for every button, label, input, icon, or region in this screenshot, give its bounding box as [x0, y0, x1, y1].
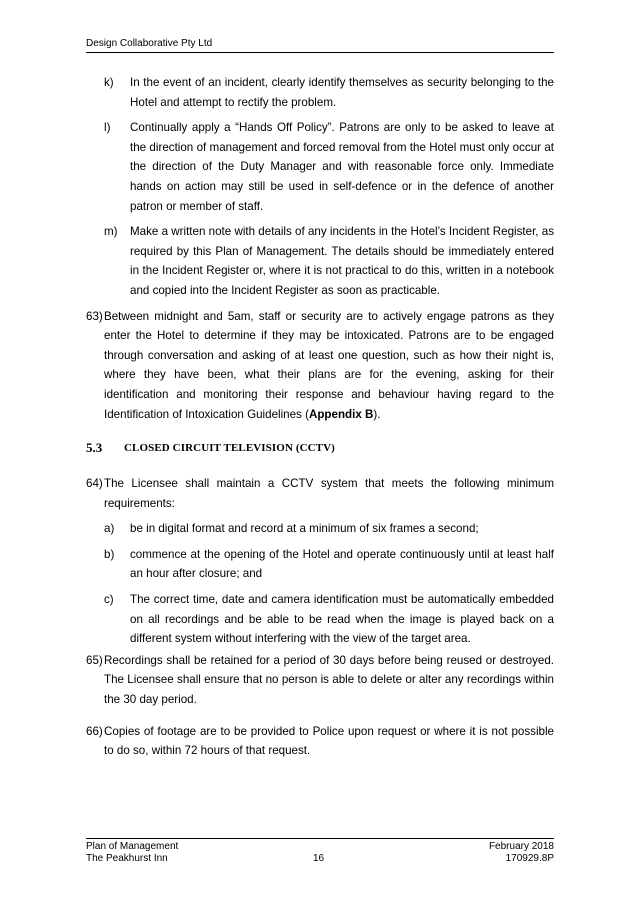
- section-number: 5.3: [86, 440, 103, 456]
- list-text: be in digital format and record at a minimum of six frames a second;: [130, 522, 479, 536]
- list-item-c: [86, 590, 554, 649]
- clause-64: [86, 474, 554, 513]
- clause-text-tail: ).: [373, 407, 381, 421]
- list-text: Continually apply a “Hands Off Policy”. Patrons are only to be asked to leave at the direction of management and forced removal from the Hotel must only occur at the direction of the Duty Manager and with reasonable force only. Immediate hands on action may still be used in self-defence or in the defence of another patron or member of staff.: [130, 121, 554, 213]
- appendix-reference: Appendix B: [308, 407, 374, 421]
- footer-right: [489, 841, 554, 865]
- page-body: [86, 73, 554, 765]
- list-label: c): [104, 593, 114, 607]
- clause-text: The Licensee shall maintain a CCTV system that meets the following minimum requirements:: [104, 477, 554, 510]
- list-label: m): [104, 225, 118, 239]
- clause-text: Between midnight and 5am, staff or security are to actively engage patrons as they enter the Hotel to determine if they may be intoxicated. Patrons are to be engaged through conversation and asking of at least one question, such as how their night is, where they have been, what their plans are for the evening, asking for their identification and monitoring their response and behaviour having regard to the Identification of Intoxication Guidelines (: [104, 309, 554, 421]
- list-label: b): [104, 547, 115, 561]
- running-header: Design Collaborative Pty Ltd: [86, 38, 213, 49]
- list-text: In the event of an incident, clearly identify themselves as security belonging to the Hotel and attempt to rectify the problem.: [130, 76, 554, 109]
- footer-ref: 170929.8P: [505, 853, 554, 864]
- clause-65: [86, 651, 554, 710]
- clause-number: 64): [86, 477, 103, 491]
- list-label: a): [104, 522, 115, 536]
- footer-date: February 2018: [488, 841, 554, 852]
- clause-number: 63): [86, 309, 103, 323]
- list-text: The correct time, date and camera identification must be automatically embedded on all recordings and be able to be read when the image is played back on a different system without interfering with the view of the target area.: [130, 593, 554, 646]
- clause-number: 66): [86, 724, 103, 738]
- list-text: commence at the opening of the Hotel and operate continuously until at least half an hour after closure; and: [130, 547, 554, 581]
- list-label: k): [104, 76, 114, 89]
- footer-venue: The Peakhurst Inn: [86, 853, 168, 864]
- clause-number: 65): [86, 653, 103, 667]
- list-item-b: [86, 545, 554, 584]
- clause-text: Copies of footage are to be provided to Police upon request or where it is not possible to do so, within 72 hours of that request.: [104, 724, 554, 758]
- clause-63: [86, 307, 554, 425]
- list-item-k: [86, 73, 554, 112]
- list-label: l): [104, 121, 111, 135]
- list-item-l: [86, 118, 554, 216]
- list-item-a: [86, 519, 554, 539]
- clause-text: Recordings shall be retained for a period of 30 days before being reused or destroyed. The Licensee shall ensure that no person is able to delete or alter any recordings within the 30 day period.: [104, 653, 554, 707]
- clause-66: [86, 722, 554, 761]
- page-number: 16: [312, 853, 325, 864]
- header-rule: [86, 52, 554, 53]
- footer-doc-title: Plan of Management: [86, 841, 179, 852]
- section-title: CLOSED CIRCUIT TELEVISION (CCTV): [124, 442, 335, 455]
- section-heading: [86, 438, 554, 458]
- list-text: Make a written note with details of any incidents in the Hotel’s Incident Register, as required by this Plan of Management. The details should be immediately entered in the Incident Register or, where it is not practical to do this, written in a notebook and copied into the Incident Register as soon as practicable.: [130, 225, 554, 297]
- list-item-m: [86, 222, 554, 300]
- footer-rule: [86, 838, 554, 839]
